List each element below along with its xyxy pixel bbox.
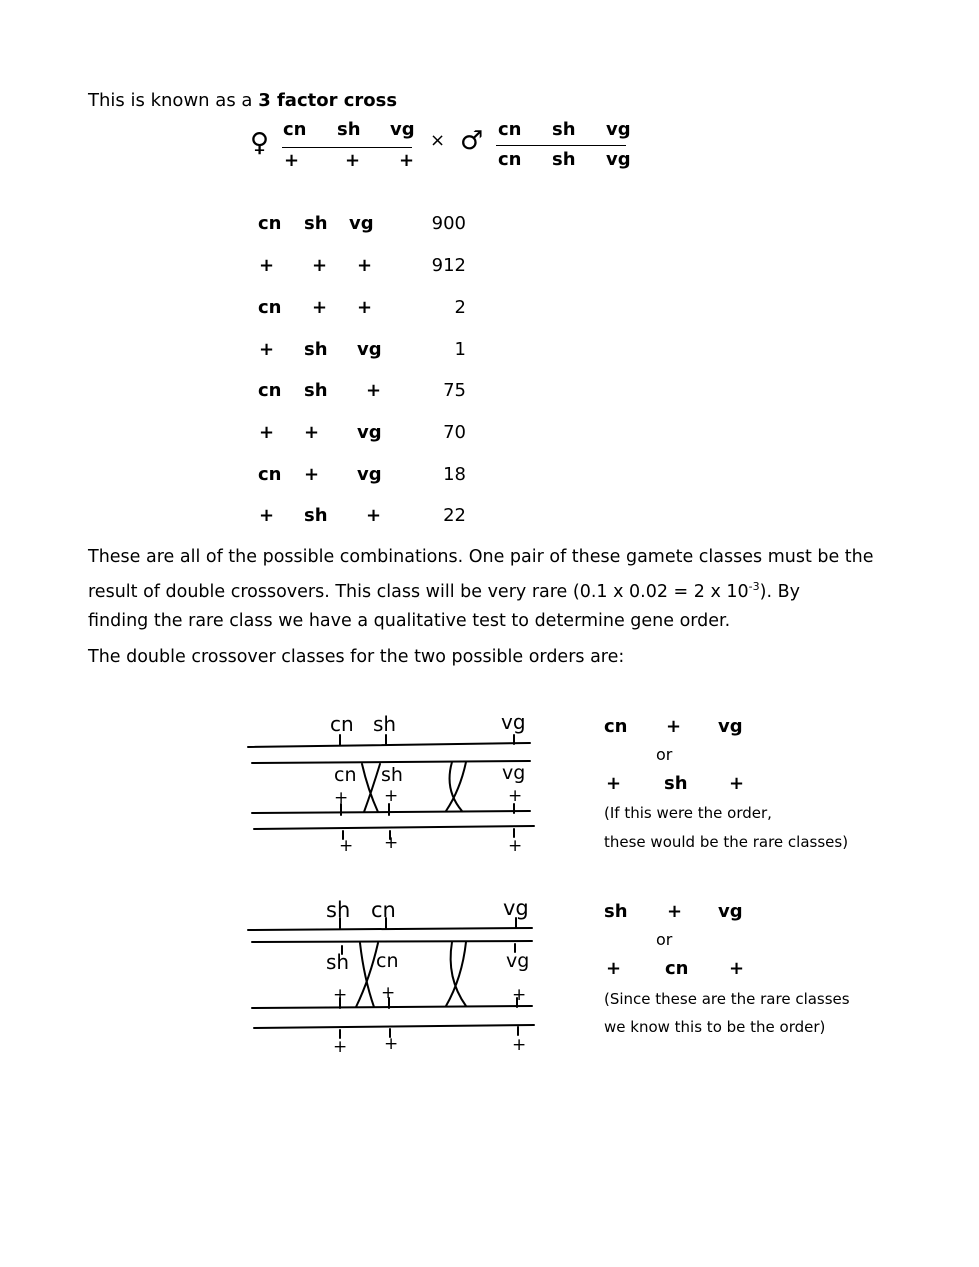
male-bottom-3: vg bbox=[606, 149, 631, 170]
progeny-row-6-count: 70 bbox=[443, 422, 466, 443]
paragraph-1-line-3: finding the rare class we have a qualitative test to determine gene order. bbox=[88, 610, 731, 631]
paragraph-1-exponent: -3 bbox=[748, 580, 760, 593]
progeny-row-6-gene-1: + bbox=[259, 422, 275, 443]
intro-prefix: This is known as a bbox=[88, 90, 259, 111]
progeny-row-3-count: 2 bbox=[454, 297, 466, 318]
female-top-3: vg bbox=[390, 119, 415, 140]
female-bottom-3: + bbox=[399, 150, 415, 171]
d1-class-b-1: + bbox=[606, 773, 622, 794]
progeny-row-1-gene-3: vg bbox=[349, 213, 374, 234]
progeny-row-1-gene-2: sh bbox=[304, 213, 328, 234]
d1-top-label-1: cn bbox=[330, 712, 354, 736]
paragraph-1-line-2-post: ). By bbox=[759, 581, 800, 602]
chromosome-line bbox=[252, 1006, 532, 1008]
progeny-row-1-count: 900 bbox=[431, 213, 466, 234]
d2-plus-2: + bbox=[381, 983, 396, 1003]
crossover-strand bbox=[362, 764, 378, 812]
d1-class-b-3: + bbox=[729, 773, 745, 794]
paragraph-2: The double crossover classes for the two possible orders are: bbox=[88, 647, 625, 667]
d1-plus-3: + bbox=[508, 786, 523, 806]
progeny-row-2-gene-3: + bbox=[357, 255, 373, 276]
d1-mid-label-2: sh bbox=[381, 764, 403, 786]
progeny-row-4-count: 1 bbox=[454, 339, 466, 360]
d2-plus-5: + bbox=[384, 1034, 399, 1054]
progeny-row-2-gene-1: + bbox=[259, 255, 275, 276]
progeny-row-7-count: 18 bbox=[443, 464, 466, 485]
d2-top-label-2: cn bbox=[371, 898, 396, 922]
progeny-row-2-gene-2: + bbox=[312, 255, 328, 276]
chromosome-line bbox=[254, 1025, 534, 1028]
intro-bold: 3 factor cross bbox=[258, 90, 398, 111]
d1-plus-1: + bbox=[334, 788, 349, 808]
d2-mid-label-3: vg bbox=[506, 950, 530, 972]
progeny-row-8-gene-3: + bbox=[366, 505, 382, 526]
progeny-row-3-gene-2: + bbox=[312, 297, 328, 318]
d1-class-a-3: vg bbox=[718, 716, 743, 737]
intro-line bbox=[88, 86, 397, 115]
d2-note-1: (Since these are the rare classes bbox=[604, 990, 850, 1008]
progeny-row-1-gene-1: cn bbox=[258, 213, 282, 234]
d1-class-b-2: sh bbox=[664, 773, 688, 794]
d1-plus-2: + bbox=[384, 786, 399, 806]
d2-top-label-3: vg bbox=[503, 896, 529, 920]
progeny-row-7-gene-3: vg bbox=[357, 464, 382, 485]
progeny-row-5-gene-1: cn bbox=[258, 380, 282, 401]
chromosome-line bbox=[252, 761, 530, 763]
progeny-row-7-gene-1: cn bbox=[258, 464, 282, 485]
progeny-row-7-gene-2: + bbox=[304, 464, 320, 485]
d2-plus-1: + bbox=[333, 985, 348, 1005]
d2-note-2: we know this to be the order) bbox=[604, 1018, 826, 1036]
male-bar bbox=[496, 145, 626, 146]
chromosome-line bbox=[248, 928, 532, 930]
female-symbol: ♀ bbox=[250, 128, 270, 158]
crossover-strand bbox=[364, 764, 380, 812]
d2-top-label-1: sh bbox=[326, 898, 351, 922]
times-symbol: × bbox=[430, 130, 446, 151]
d2-plus-4: + bbox=[333, 1037, 348, 1057]
progeny-row-5-gene-2: sh bbox=[304, 380, 328, 401]
d2-class-b-2: cn bbox=[665, 958, 689, 979]
d1-mid-label-1: cn bbox=[334, 764, 357, 786]
d2-class-b-1: + bbox=[606, 958, 622, 979]
chromosome-line bbox=[248, 743, 530, 747]
progeny-row-6-gene-2: + bbox=[304, 422, 320, 443]
progeny-row-8-gene-1: + bbox=[259, 505, 275, 526]
d1-plus-6: + bbox=[508, 836, 523, 856]
d1-class-a-1: cn bbox=[604, 716, 628, 737]
d1-top-label-3: vg bbox=[501, 710, 526, 734]
chromosome-line bbox=[252, 811, 530, 813]
female-top-1: cn bbox=[283, 119, 307, 140]
d1-plus-5: + bbox=[384, 833, 399, 853]
female-top-2: sh bbox=[337, 119, 361, 140]
chromosome-line bbox=[252, 941, 532, 942]
crossover-strand bbox=[360, 943, 374, 1007]
male-top-2: sh bbox=[552, 119, 576, 140]
female-bar bbox=[282, 147, 412, 148]
progeny-row-4-gene-1: + bbox=[259, 339, 275, 360]
progeny-row-3-gene-3: + bbox=[357, 297, 373, 318]
d2-class-a-3: vg bbox=[718, 901, 743, 922]
d1-note-1: (If this were the order, bbox=[604, 804, 772, 822]
progeny-row-4-gene-3: vg bbox=[357, 339, 382, 360]
progeny-row-3-gene-1: cn bbox=[258, 297, 282, 318]
paragraph-1 bbox=[88, 543, 874, 636]
d2-class-b-3: + bbox=[729, 958, 745, 979]
paragraph-1-line-1: These are all of the possible combinations. One pair of these gamete classes must be the bbox=[88, 547, 874, 567]
d1-class-a-2: + bbox=[666, 716, 682, 737]
progeny-row-4-gene-2: sh bbox=[304, 339, 328, 360]
d2-mid-label-2: cn bbox=[376, 950, 399, 972]
d2-mid-label-1: sh bbox=[326, 950, 350, 974]
progeny-row-8-gene-2: sh bbox=[304, 505, 328, 526]
male-top-1: cn bbox=[498, 119, 522, 140]
d2-class-a-1: sh bbox=[604, 901, 628, 922]
d1-or: or bbox=[656, 745, 673, 764]
d1-top-label-2: sh bbox=[373, 712, 397, 736]
crossover-strand bbox=[446, 942, 466, 1006]
progeny-row-8-count: 22 bbox=[443, 505, 466, 526]
d2-class-a-2: + bbox=[667, 901, 683, 922]
progeny-row-6-gene-3: vg bbox=[357, 422, 382, 443]
d2-plus-3: + bbox=[512, 985, 527, 1005]
d1-mid-label-3: vg bbox=[502, 762, 526, 784]
male-bottom-2: sh bbox=[552, 149, 576, 170]
paragraph-1-line-2 bbox=[88, 572, 874, 607]
male-top-3: vg bbox=[606, 119, 631, 140]
d2-plus-6: + bbox=[512, 1035, 527, 1055]
crossover-strand bbox=[356, 943, 378, 1007]
d1-plus-4: + bbox=[339, 836, 354, 856]
female-bottom-1: + bbox=[284, 150, 300, 171]
progeny-row-5-gene-3: + bbox=[366, 380, 382, 401]
progeny-row-5-count: 75 bbox=[443, 380, 466, 401]
chromosome-line bbox=[254, 826, 534, 829]
progeny-row-2-count: 912 bbox=[431, 255, 466, 276]
d2-or: or bbox=[656, 930, 673, 949]
male-bottom-1: cn bbox=[498, 149, 522, 170]
female-bottom-2: + bbox=[345, 150, 361, 171]
paragraph-1-line-2-pre: result of double crossovers. This class will be very rare (0.1 x 0.02 = 2 x 10 bbox=[88, 581, 749, 602]
d1-note-2: these would be the rare classes) bbox=[604, 833, 849, 851]
male-symbol: ♂ bbox=[460, 126, 484, 156]
